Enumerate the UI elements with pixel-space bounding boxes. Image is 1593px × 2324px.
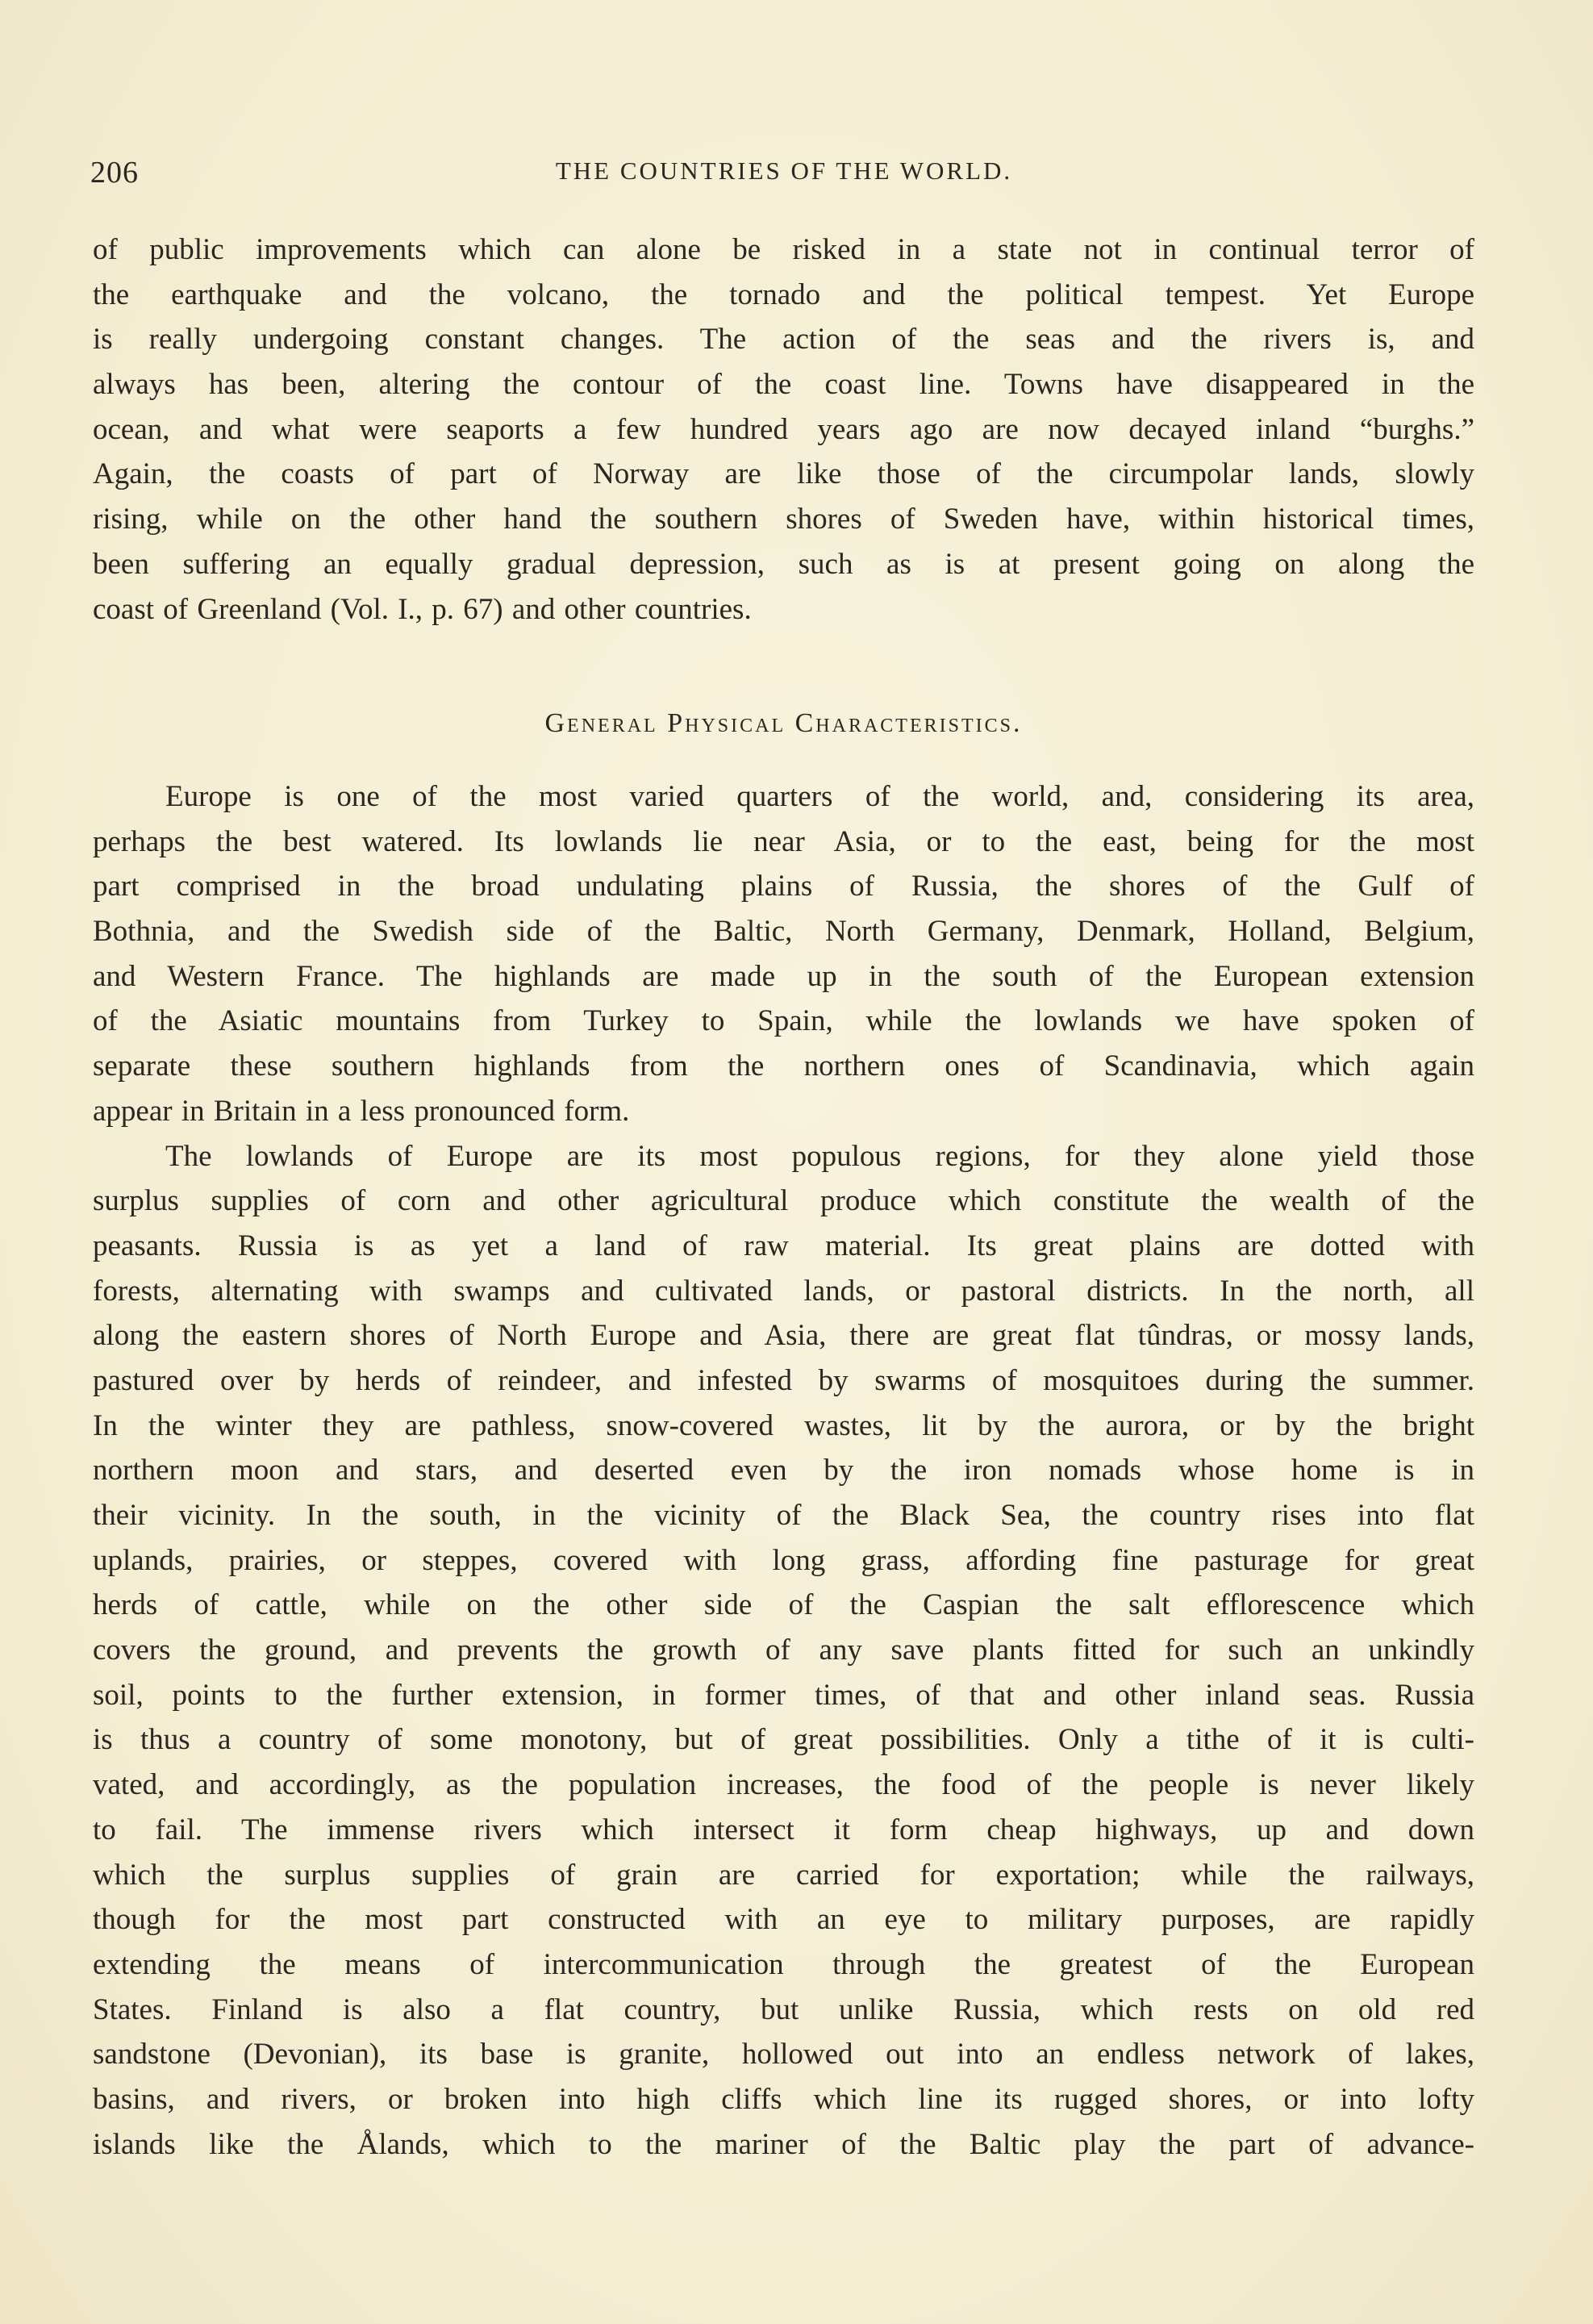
continuation-paragraph [93,227,1474,632]
text-line: of public improvements which can alone be risked in a state not in continual terror of [93,233,1474,266]
text-line: along the eastern shores of North Europe and Asia, there are great flat tûndras, or mossy lands, [93,1319,1474,1353]
text-line: been suffering an equally gradual depression, such as is at present going on along the [93,547,1474,581]
text-line: basins, and rivers, or broken into high cliffs which line its rugged shores, or into lofty [93,2082,1474,2116]
text-line: sandstone (Devonian), its base is granite, hollowed out into an endless network of lakes, [93,2038,1474,2072]
text-line: peasants. Russia is as yet a land of raw material. Its great plains are dotted with [93,1229,1474,1262]
text-line: uplands, prairies, or steppes, covered with long grass, affording fine pasturage for great [93,1543,1474,1577]
text-line: their vicinity. In the south, in the vicinity of the Black Sea, the country rises into flat [93,1499,1474,1532]
text-line: northern moon and stars, and deserted even by the iron nomads whose home is in [93,1454,1474,1487]
text-line: In the winter they are pathless, snow-covered wastes, lit by the aurora, or by the bright [93,1408,1474,1442]
text-line: covers the ground, and prevents the growth of any save plants fitted for such an unkindly [93,1633,1474,1667]
text-line: always has been, altering the contour of the coast line. Towns have disappeared in the [93,368,1474,402]
text-line: herds of cattle, while on the other side of the Caspian the salt efflorescence which [93,1588,1474,1622]
text-line: of the Asiatic mountains from Turkey to Spain, while the lowlands we have spoken of [93,1004,1474,1038]
text-line: perhaps the best watered. Its lowlands lie near Asia, or to the east, being for the most [93,824,1474,858]
page-number: 206 [90,156,139,190]
text-line: which the surplus supplies of grain are carried for exportation; while the railways, [93,1858,1474,1892]
text-line: Europe is one of the most varied quarters of the world, and, considering its area, [165,780,1474,813]
text-line: vated, and accordingly, as the population increases, the food of the people is never likely [93,1768,1474,1802]
body-paragraphs [93,774,1474,2167]
text-line: and Western France. The highlands are made up in the south of the European extension [93,959,1474,993]
text-line: coast of Greenland (Vol. I., p. 67) and other countries. [93,592,752,626]
running-title: THE COUNTRIES OF THE WORLD. [555,156,1013,185]
text-line: forests, alternating with swamps and cultivated lands, or pastoral districts. In the north, all [93,1274,1474,1308]
text-line: separate these southern highlands from the northern ones of Scandinavia, which again [93,1049,1474,1083]
text-line: Again, the coasts of part of Norway are like those of the circumpolar lands, slowly [93,457,1474,491]
text-line: soil, points to the further extension, in former times, of that and other inland seas. Russia [93,1678,1474,1712]
text-line: Bothnia, and the Swedish side of the Baltic, North Germany, Denmark, Holland, Belgium, [93,915,1474,949]
text-line: to fail. The immense rivers which intersect it form cheap highways, up and down [93,1813,1474,1846]
text-line: is really undergoing constant changes. The action of the seas and the rivers is, and [93,323,1474,357]
text-line: the earthquake and the volcano, the tornado and the political tempest. Yet Europe [93,277,1474,311]
text-line: The lowlands of Europe are its most populous regions, for they alone yield those [165,1139,1474,1173]
text-line: extending the means of intercommunication through the greatest of the European [93,1947,1474,1981]
text-line: pastured over by herds of reindeer, and infested by swarms of mosquitoes during the summer. [93,1363,1474,1397]
text-line: though for the most part constructed with an eye to military purposes, are rapidly [93,1903,1474,1937]
text-line: States. Finland is also a flat country, but unlike Russia, which rests on old red [93,1992,1474,2026]
section-heading: General Physical Characteristics. [544,708,1023,738]
text-line: islands like the Ålands, which to the mariner of the Baltic play the part of advance- [93,2127,1474,2161]
text-line: appear in Britain in a less pronounced form. [93,1094,630,1128]
text-line: part comprised in the broad undulating plains of Russia, the shores of the Gulf of [93,870,1474,903]
text-line: rising, while on the other hand the southern shores of Sweden have, within historical times, [93,503,1474,536]
running-head [90,155,1478,195]
text-line: is thus a country of some monotony, but of great possibilities. Only a tithe of it is culti- [93,1723,1474,1757]
text-line: surplus supplies of corn and other agricultural produce which constitute the wealth of the [93,1184,1474,1218]
text-line: ocean, and what were seaports a few hundred years ago are now decayed inland “burghs.” [93,412,1474,446]
